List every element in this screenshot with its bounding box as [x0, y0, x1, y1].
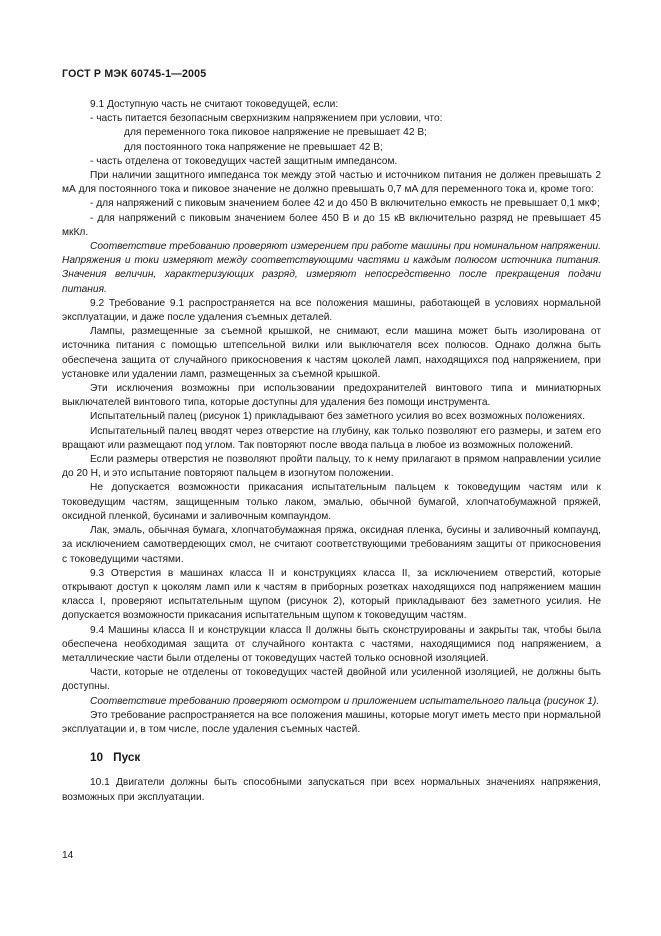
paragraph: Это требование распространяется на все положения машины, которые могут иметь место при нормальной эксплуатации и, в том числе, после удаления съемных частей. [62, 709, 601, 735]
paragraph: Если размеры отверстия не позволяют пройти пальцу, то к нему прилагают в прямом направлении усилие до 20 Н, и это испытание повторяют пальцем в изогнутом положении. [62, 454, 601, 480]
paragraph: Лампы, размещенные за съемной крышкой, не снимают, если машина может быть изолирована от источника питания с помощью штепсельной вилки или выключателя всех полюсов. Однако должна быть обеспечена защита от случайного прикосновения к частям цоколей ламп, находящихся под напряжением, при установке или удалении ламп, размещенных за съемной крышкой. [62, 326, 601, 380]
standard-header: ГОСТ Р МЭК 60745-1—2005 [62, 68, 207, 80]
list-item: - для напряжений с пиковым значением более 42 и до 450 В включительно емкость не превышает 0,1 мкФ; [90, 198, 600, 210]
section-number: 10 [90, 750, 104, 765]
section-heading [90, 750, 601, 764]
paragraph: Части, которые не отделены от токоведущих частей двойной или усиленной изоляцией, не должны быть доступны. [62, 667, 601, 693]
list-item: - для напряжений с пиковым значением более 450 В и до 15 кВ включительно разряд не превышает 45 мкКл. [62, 212, 601, 238]
section-title: Пуск [113, 750, 141, 765]
list-item: для переменного тока пиковое напряжение не превышает 42 В; [124, 127, 427, 139]
paragraph: Не допускается возможности прикасания испытательным пальцем к токоведущим частям или к токоведущим частям, защищенным только лаком, эмалью, обычной бумагой, хлопчатобумажной пряжей, оксидной пленкой, бусинами и заливочным компаундом. [62, 482, 601, 522]
page-number: 14 [62, 850, 74, 861]
paragraph: Испытательный палец вводят через отверстие на глубину, как только позволяют его размеры, и затем его вращают или размещают под углом. Так повторяют после ввода пальца в любое из возможных положений. [62, 425, 601, 451]
paragraph: 9.2 Требование 9.1 распространяется на все положения машины, работающей в условиях нормальной эксплуатации, и даже после удаления съемных деталей. [62, 297, 601, 324]
paragraph: 9.1 Доступную часть не считают токоведущей, если: [90, 99, 339, 110]
paragraph: 9.3 Отверстия в машинах класса II и конструкциях класса II, за исключением отверстий, которые открывают доступ к цоколям ламп или к частям в приборных розетках находящихся под напряжением машин класса I, проверяют испытательным щупом (рисунок 2), который прикладывают без заметного усилия. Не допускается возможности прикасания испытательным щупом к токоведущим частям. [62, 567, 601, 622]
list-item: - часть отделена от токоведущих частей защитным импедансом. [90, 155, 398, 167]
paragraph: Эти исключения возможны при использовании предохранителей винтового типа и миниатюрных выключателей винтового типа, которые доступны для удаления без помощи инструмента. [62, 383, 601, 409]
compliance-note: Соответствие требованию проверяют осмотром и приложением испытательного пальца (рисунок 1). [90, 695, 600, 707]
list-item: для постоянного тока напряжение не превышает 42 В; [124, 141, 383, 153]
list-item: - часть питается безопасным сверхнизким напряжением при условии, что: [90, 113, 443, 125]
paragraph: 9.4 Машины класса II и конструкции класса II должны быть сконструированы и закрыты так, чтобы была обеспечена необходимая защита от случайного контакта с частями, находящимися под напряжением, а металлические части были отделены от токоведущих частей только основной изоляцией. [62, 624, 601, 664]
compliance-note: Соответствие требованию проверяют измерением при работе машины при номинальном напряжении. Напряжения и токи измеряют между соответствующими частями и каждым полюсом источника питания. Значения величин, характеризующих разряд, измеряют непосредственно после прекращения подачи питания. [62, 241, 601, 295]
paragraph: Испытательный палец (рисунок 1) прикладывают без заметного усилия во всех возможных положениях. [90, 411, 586, 423]
paragraph: 10.1 Двигатели должны быть способными запускаться при всех нормальных значениях напряжения, возможных при эксплуатации. [62, 777, 601, 803]
paragraph: Лак, эмаль, обычная бумага, хлопчатобумажная пряжа, оксидная пленка, бусины и заливочный компаунд, за исключением самотвердеющих смол, не считают соответствующими требованиям защиты от прикосновения с токоведущими частями. [62, 525, 601, 565]
document-body [62, 98, 601, 805]
paragraph: При наличии защитного импеданса ток между этой частью и источником питания не должен превышать 2 мА для постоянного тока и пиковое значение не должно превышать 0,7 мА для переменного тока и, кроме того: [62, 170, 601, 196]
